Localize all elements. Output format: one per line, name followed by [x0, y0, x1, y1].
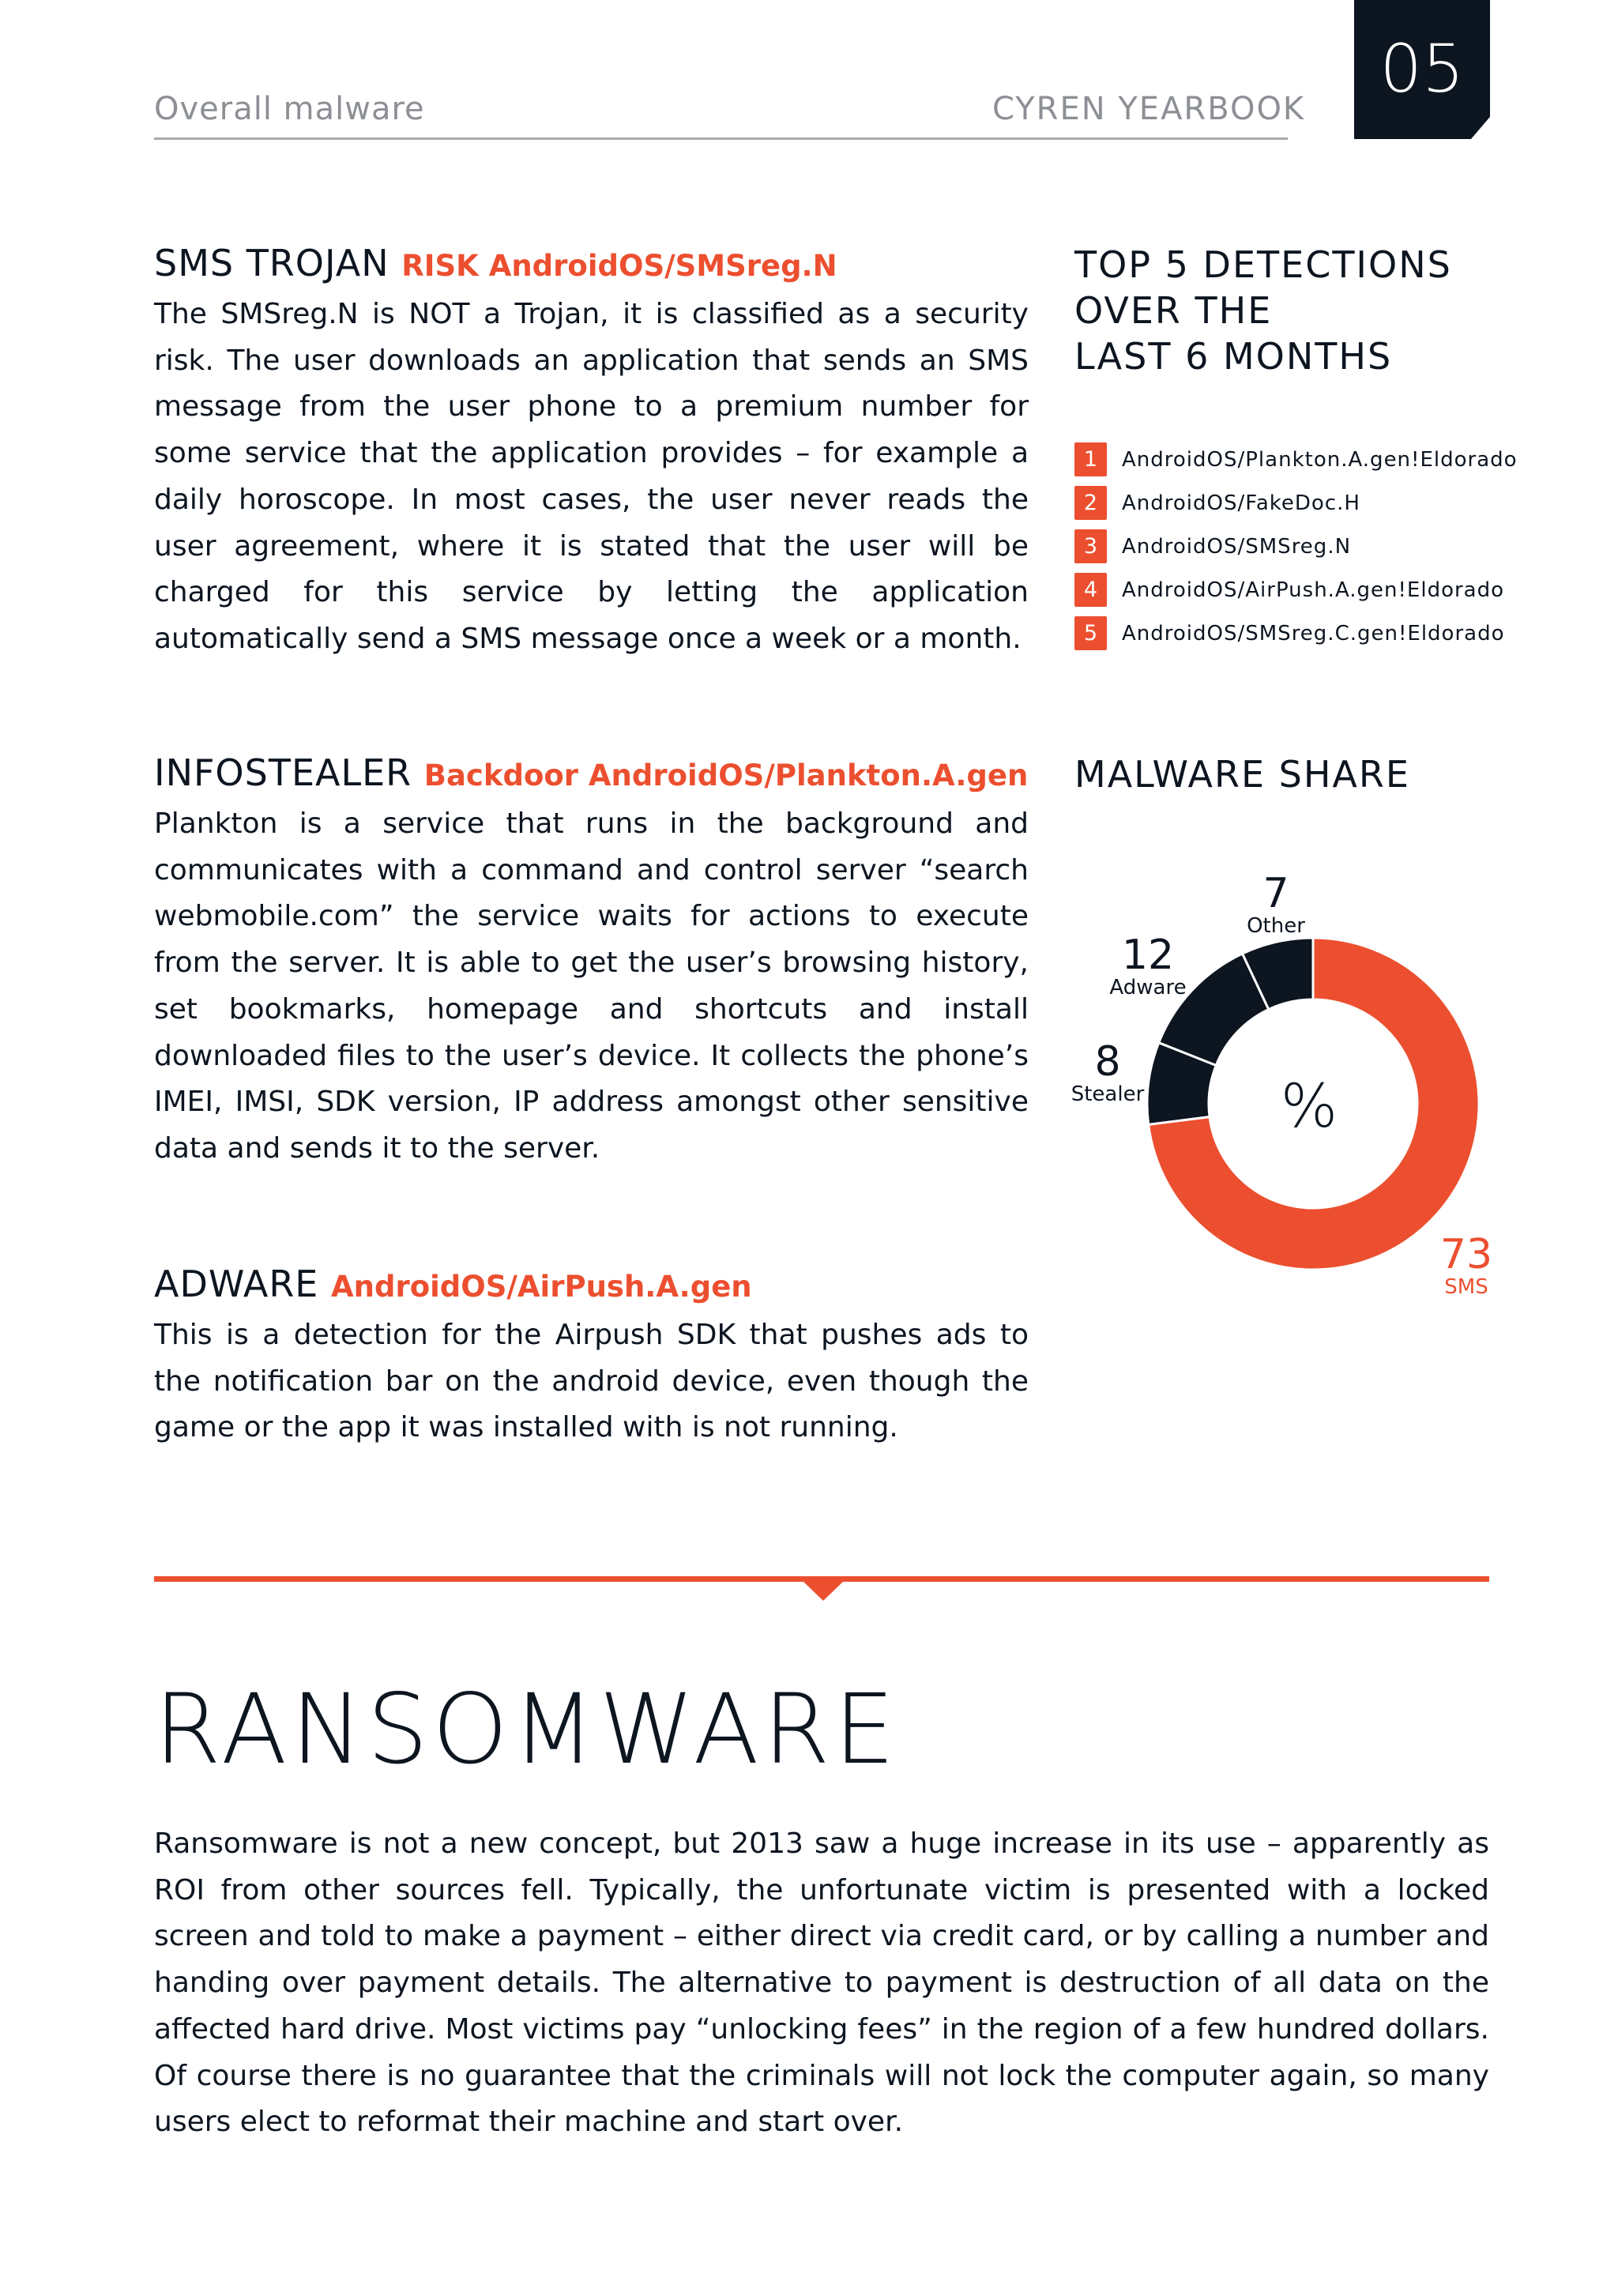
section-title-adware	[154, 1263, 752, 1305]
top-detections-title-line: LAST 6 MONTHS	[1074, 335, 1393, 378]
list-item	[1074, 612, 1518, 655]
detection-name: AndroidOS/Plankton.A.gen!Eldorado	[1122, 447, 1518, 472]
section-body-adware: This is a detection for the Airpush SDK that pushes ads to the notification bar on the android device, even though the game or the app it was installed with is not running.	[154, 1319, 1029, 1444]
divider-arrow	[803, 1582, 843, 1601]
ransomware-title: RANSOMWARE	[154, 1673, 899, 1786]
section-divider	[154, 1576, 1489, 1582]
slice-value: 7	[1262, 870, 1289, 917]
section-title-text: ADWARE	[154, 1263, 319, 1305]
header-section-label: Overall malware	[154, 91, 425, 127]
malware-share-title: MALWARE SHARE	[1074, 753, 1410, 796]
slice-value: 12	[1121, 932, 1175, 979]
detection-name: AndroidOS/SMSreg.N	[1122, 534, 1352, 559]
donut-center-unit: %	[1280, 1071, 1338, 1141]
ransomware-body: Ransomware is not a new concept, but 2013 saw a huge increase in its use – apparently as ROI from other sources fell. Typically, the unfortunate victim is presented with a locked screen and told to make a payment – either direct via credit card, or by calling a number and handing over payment details. The alternative to payment is destruction of all data on the affected hard drive. Most victims pay “unlocking fees” in the region of a few hundred dollars. Of course there is no guarantee that the criminals will not lock the computer again, so many users elect to reformat their machine and start over.	[154, 1827, 1489, 2139]
list-item	[1074, 481, 1518, 525]
slice-label-stealer	[1060, 1038, 1155, 1106]
top-detections-list	[1074, 438, 1518, 655]
slice-name: Stealer	[1071, 1082, 1145, 1106]
rank-badge: 1	[1074, 442, 1107, 476]
top-detections-title-line: TOP 5 DETECTIONS	[1074, 243, 1452, 286]
section-tag: RISK AndroidOS/SMSreg.N	[401, 249, 837, 283]
top-detections-title-line: OVER THE	[1074, 289, 1273, 332]
slice-label-sms	[1419, 1231, 1514, 1299]
page-number: 05	[1379, 30, 1465, 107]
section-title-text: SMS TROJAN	[154, 242, 389, 284]
header-rule	[154, 137, 1288, 140]
section-tag: Backdoor AndroidOS/Plankton.A.gen	[423, 758, 1029, 792]
slice-name: Other	[1247, 914, 1305, 938]
slice-value: 73	[1439, 1231, 1493, 1278]
rank-badge: 3	[1074, 529, 1107, 563]
rank-badge: 2	[1074, 486, 1107, 520]
detection-name: AndroidOS/FakeDoc.H	[1122, 491, 1360, 515]
section-tag: AndroidOS/AirPush.A.gen	[330, 1270, 752, 1304]
top-detections-title	[1074, 242, 1452, 379]
section-title-infostealer	[154, 751, 1028, 794]
section-title-text: INFOSTEALER	[154, 751, 412, 794]
section-body-sms-trojan: The SMSreg.N is NOT a Trojan, it is classified as a security risk. The user downloads an application that sends an SMS message from the user phone to a premium number for some service that the application provides – for example a daily horoscope. In most cases, the user never reads the user agreement, where it is stated that the user will be charged for this service by letting the application automatically send a SMS message once a week or a month.	[154, 298, 1029, 655]
rank-badge: 4	[1074, 573, 1107, 607]
slice-label-adware	[1101, 932, 1195, 999]
list-item	[1074, 525, 1518, 568]
slice-label-other	[1229, 870, 1323, 938]
slice-value: 8	[1094, 1038, 1121, 1086]
slice-name: SMS	[1444, 1275, 1488, 1299]
list-item	[1074, 568, 1518, 612]
section-body-infostealer: Plankton is a service that runs in the background and communicates with a command and control server “search webmobile.com” the service waits for actions to execute from the server. It is able to get the user’s browsing history, set bookmarks, homepage and shortcuts and install downloaded files to the user’s device. It collects the phone’s IMEI, IMSI, SDK version, IP address amongst other sensitive data and sends it to the server.	[154, 807, 1029, 1165]
detection-name: AndroidOS/AirPush.A.gen!Eldorado	[1122, 578, 1505, 602]
list-item	[1074, 438, 1518, 481]
rank-badge: 5	[1074, 616, 1107, 650]
slice-name: Adware	[1109, 976, 1187, 999]
section-title-sms-trojan	[154, 242, 837, 284]
header-publication: CYREN YEARBOOK	[992, 91, 1306, 127]
detection-name: AndroidOS/SMSreg.C.gen!Eldorado	[1122, 621, 1505, 646]
